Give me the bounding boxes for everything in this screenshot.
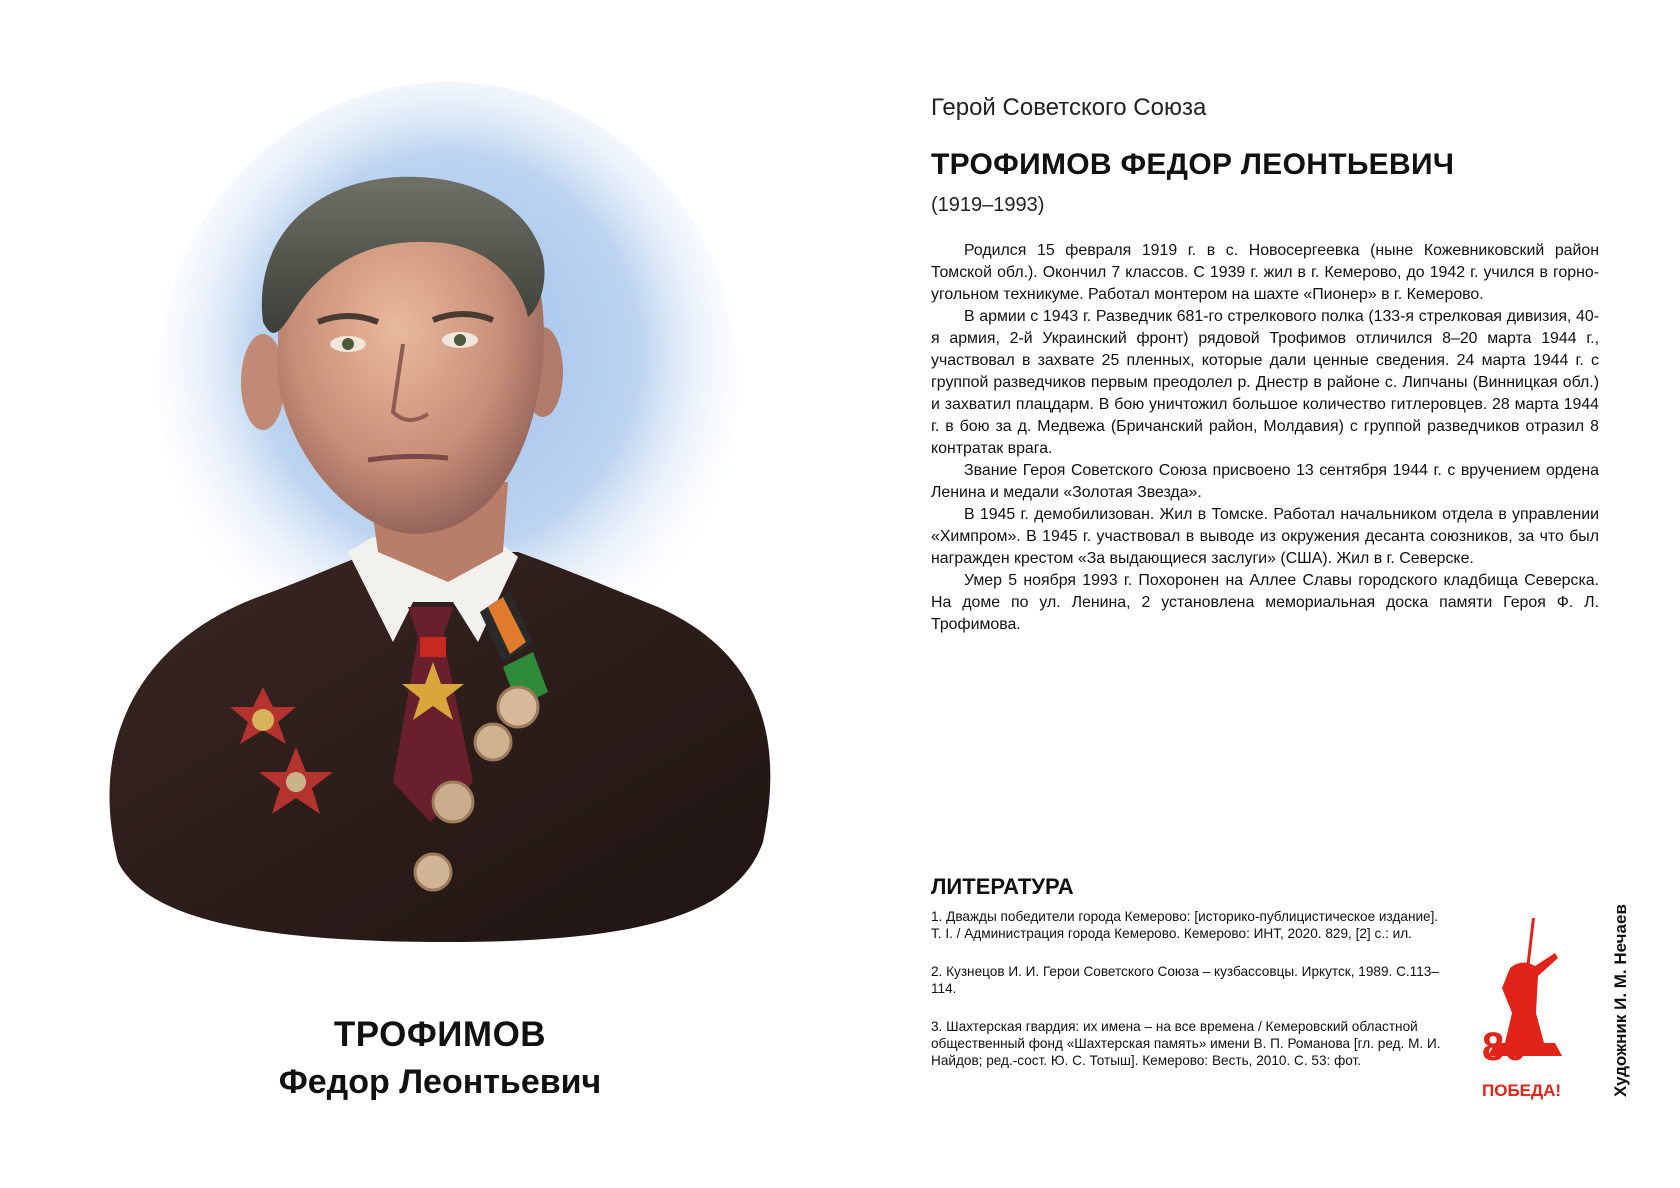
emblem-number: 80 (1482, 1025, 1527, 1069)
portrait-painting (48, 82, 838, 1017)
hero-title: Герой Советского Союза (931, 94, 1207, 121)
bio-paragraph: Родился 15 февраля 1919 г. в с. Новосергеевка (ныне Кожевниковский район Томской обл.). Окончил 7 классов. С 1939 г. жил в г. Кемерово, до 1942 г. учился в горно-угольном техникуме. Работал монтером на шахте «Пионер» в г. Кемерово. (931, 242, 1599, 303)
literature-item: 2. Кузнецов И. И. Герои Советского Союза – кузбассовцы. Иркутск, 1989. С.113–114. (931, 964, 1439, 996)
iris-left (342, 338, 354, 350)
portrait-caption-surname: ТРОФИМОВ (333, 1015, 547, 1054)
literature-list (931, 908, 1447, 1090)
emblem-word: ПОБЕДА! (1482, 1081, 1562, 1100)
portrait-caption-name: Федор Леонтьевич (278, 1063, 602, 1101)
bio-paragraph: В 1945 г. демобилизован. Жил в Томске. Работал начальником отдела в управлении «Химпром». В 1945 г. участвовал в выводе из окружения десанта союзников, за что был награжден крестом «За выдающиеся заслуги» (США). Жил в г. Северске. (931, 506, 1599, 567)
life-years: (1919–1993) (931, 194, 1045, 216)
medal-4-icon (415, 854, 451, 890)
bio-paragraph: В армии с 1943 г. Разведчик 681-го стрелкового полка (133-я стрелковая дивизия, 40-я армия, 2-й Украинский фронт) рядовой Трофимов отличился 8–20 марта 1944 г., участвовал в захвате 25 пленных, которые дали ценные сведения. 24 марта 1944 г. с группой разведчиков первым преодолел р. Днестр в районе с. Липчаны (Винницкая обл.) и захватил плацдарм. В бою уничтожил большое количество гитлеровцев. 28 марта 1944 г. в бою за д. Медвежа (Бричанский район, Молдавия) с группой разведчиков отразил 8 контратак врага. (931, 308, 1599, 457)
bio-paragraph: Умер 5 ноября 1993 г. Похоронен на Аллее Славы городского кладбища Северска. На доме по ул. Ленина, 2 установлена мемориальная доска памяти Героя Ф. Л. Трофимова. (931, 572, 1599, 633)
bio-paragraph: Звание Героя Советского Союза присвоено 13 сентября 1944 г. с вручением ордена Ленина и медали «Золотая Звезда». (931, 462, 1599, 501)
iris-right (454, 334, 466, 346)
artist-credit: Художник И. М. Нечаев (1611, 904, 1630, 1097)
victory-80-emblem (1480, 918, 1570, 1103)
medal-1-icon (498, 687, 538, 727)
hero-full-name: ТРОФИМОВ ФЕДОР ЛЕОНТЬЕВИЧ (931, 148, 1455, 181)
literature-heading: ЛИТЕРАТУРА (931, 874, 1074, 899)
biography (931, 240, 1599, 636)
medal-2-icon (475, 724, 511, 760)
medal-3-icon (433, 782, 473, 822)
literature-item: 1. Дважды победители города Кемерово: [историко-публицистическое издание]. Т. I. / Администрация города Кемерово. Кемерово: ИНТ, 2020. 829, [2] с.: ил. (931, 909, 1439, 941)
literature-item: 3. Шахтерская гвардия: их имена – на все времена / Кемеровский областной общественный фонд «Шахтерская память» имени В. П. Романова [гл. ред. М. И. Найдов; ред.-сост. Ю. С. Тотыш]. Кемерово: Весть, 2010. С. 53: фот. (931, 1019, 1441, 1068)
